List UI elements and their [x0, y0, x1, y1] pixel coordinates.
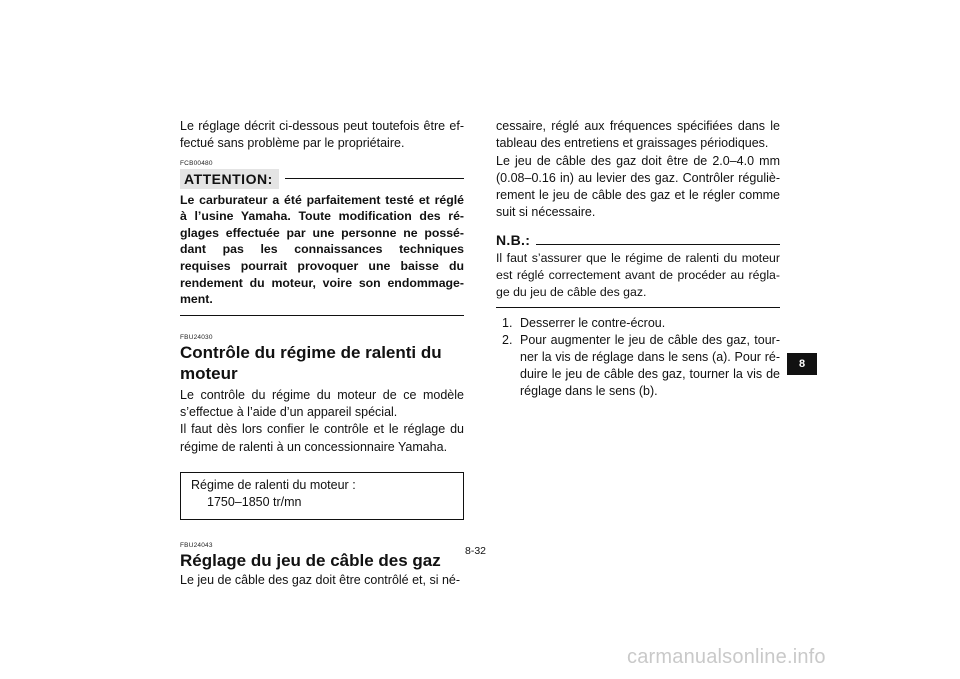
step-text: Desserrer le contre-écrou.: [520, 315, 666, 330]
chapter-tab: 8: [787, 353, 817, 375]
intro-paragraph: Le réglage décrit ci-dessous peut toutefois être ef-fectué sans problème par le propriétaire.: [180, 119, 464, 151]
attention-rule: [285, 178, 464, 179]
right-column: [496, 118, 780, 400]
list-item: [496, 315, 780, 332]
watermark-text: carmanualsonline.info: [627, 646, 826, 668]
attention-label: ATTENTION:: [180, 169, 279, 189]
nb-label: N.B.:: [496, 231, 531, 248]
spec-value: 1750–1850 tr/mn: [207, 494, 302, 509]
nb-text: Il faut s’assurer que le régime de ralenti du moteur est réglé correctement avant de procéder au régla-ge du jeu de câble des gaz.: [496, 250, 780, 299]
step-number: 1.: [502, 315, 513, 330]
attention-bottom-rule: [180, 315, 464, 316]
section2-paragraph-1: Le jeu de câble des gaz doit être contrôlé et, si né-: [180, 572, 461, 587]
section1-title: Contrôle du régime de ralenti du moteur: [180, 342, 442, 383]
steps-list: [496, 315, 780, 400]
step-number: 2.: [502, 332, 513, 347]
step-text: Pour augmenter le jeu de câble des gaz, tour-ner la vis de réglage dans le sens (a). Pour ré-duire le jeu de câble des gaz, tourner la vis de réglage dans le sens (b).: [520, 332, 780, 398]
attention-text: Le carburateur a été parfaitement testé et réglé à l’usine Yamaha. Toute modification des ré-glages effectuée par une personne ne possé-dant pas les connaissances techniques requises pourrait provoquer une baisse du rendement du moteur, voire son endommage-ment.: [180, 192, 464, 307]
right-paragraph-1: cessaire, réglé aux fréquences spécifiées dans le tableau des entretiens et graissages périodiques.: [496, 119, 780, 151]
nb-bottom-rule: [496, 307, 780, 308]
page-number: 8-32: [465, 545, 487, 557]
list-item: [496, 332, 780, 400]
section2-title: Réglage du jeu de câble des gaz: [180, 550, 441, 570]
section1-code: FBU24030: [180, 333, 213, 341]
attention-header: [180, 169, 464, 189]
spec-label: Régime de ralenti du moteur :: [191, 477, 356, 492]
right-paragraph-2: Le jeu de câble des gaz doit être de 2.0–4.0 mm (0.08–0.16 in) au levier des gaz. Contrôler réguliè-rement le jeu de câble des gaz et le régler comme suit si nécessaire.: [496, 153, 780, 220]
attention-code: FCB00480: [180, 159, 213, 167]
nb-header: [496, 232, 780, 248]
left-column: [180, 118, 464, 589]
section2-code: FBU24043: [180, 541, 213, 549]
section1-paragraph-1: Le contrôle du régime du moteur de ce modèle s’effectue à l’aide d’un appareil spécial.: [180, 387, 464, 420]
spec-box: [180, 472, 464, 520]
section1-paragraph-2: Il faut dès lors confier le contrôle et le réglage du régime de ralenti à un concessionnaire Yamaha.: [180, 422, 464, 454]
nb-rule: [536, 244, 780, 245]
